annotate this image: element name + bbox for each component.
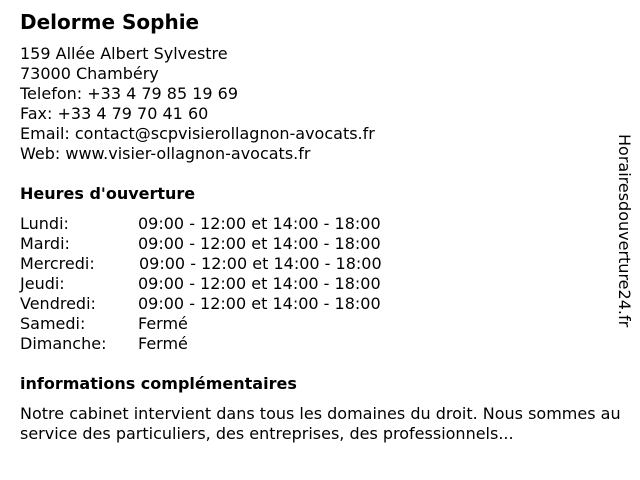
business-name: Delorme Sophie <box>20 10 200 34</box>
day-hours: 09:00 - 12:00 et 14:00 - 18:00 <box>138 234 381 253</box>
day-label: Mercredi: <box>20 254 95 273</box>
website-url: Web: www.visier-ollagnon-avocats.fr <box>20 144 311 163</box>
day-hours: Fermé <box>138 334 188 353</box>
day-label: Jeudi: <box>20 274 65 293</box>
day-label: Vendredi: <box>20 294 96 313</box>
day-hours: 09:00 - 12:00 et 14:00 - 18:00 <box>138 294 381 313</box>
address-city: 73000 Chambéry <box>20 64 159 83</box>
day-label: Mardi: <box>20 234 70 253</box>
day-label: Samedi: <box>20 314 86 333</box>
email-address: Email: contact@scpvisierollagnon-avocats.fr <box>20 124 375 143</box>
day-hours: 09:00 - 12:00 et 14:00 - 18:00 <box>138 274 381 293</box>
day-label: Dimanche: <box>20 334 107 353</box>
day-label: Lundi: <box>20 214 69 233</box>
day-hours: 09:00 - 12:00 et 14:00 - 18:00 <box>138 214 381 233</box>
additional-info-heading: informations complémentaires <box>20 374 297 393</box>
watermark-text: Horairesdouverture24.fr <box>615 134 634 328</box>
opening-hours-heading: Heures d'ouverture <box>20 184 196 203</box>
contact-block <box>20 44 375 164</box>
address-street: 159 Allée Albert Sylvestre <box>20 44 228 63</box>
day-hours: 09:00 - 12:00 et 14:00 - 18:00 <box>139 254 382 273</box>
phone-number: Telefon: +33 4 79 85 19 69 <box>20 84 239 103</box>
day-hours: Fermé <box>138 314 188 333</box>
additional-info-text: Notre cabinet intervient dans tous les domaines du droit. Nous sommes au service des particuliers, des entreprises, des professionnels... <box>20 404 621 443</box>
fax-number: Fax: +33 4 79 70 41 60 <box>20 104 209 123</box>
